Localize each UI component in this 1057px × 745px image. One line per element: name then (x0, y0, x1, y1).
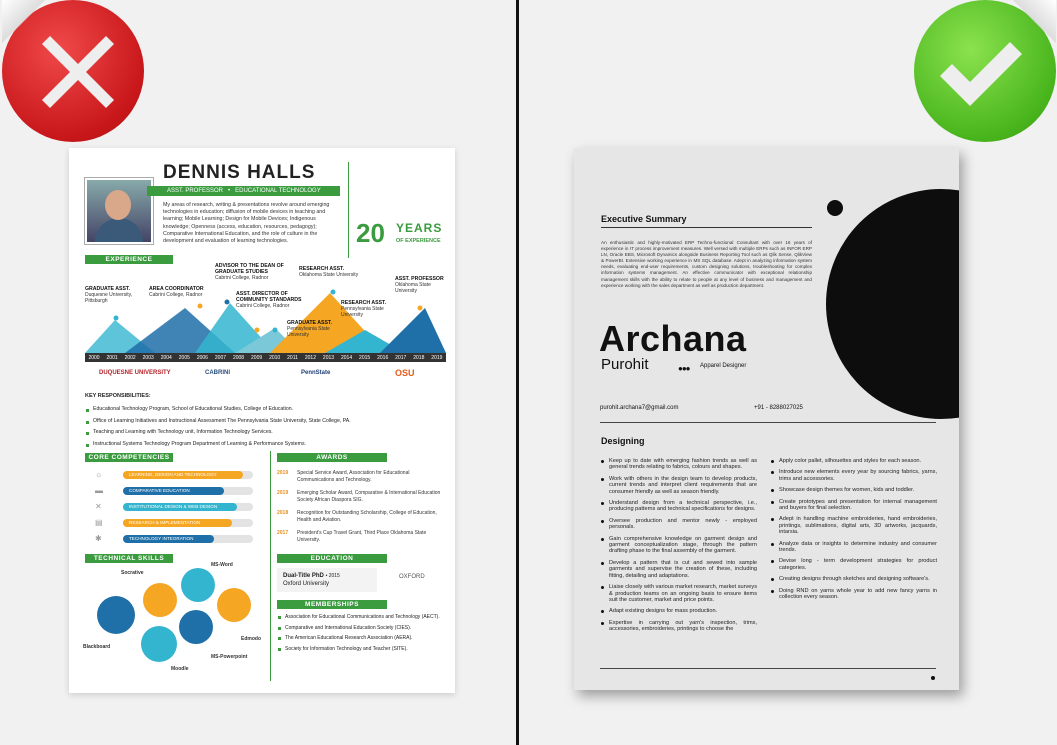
last-name: Purohit (601, 356, 649, 373)
experience-item: ASST. DIRECTOR OF COMMUNITY STANDARDS Cabrini College, Radnor (236, 291, 302, 309)
oxford-logo: OXFORD (399, 574, 425, 580)
experience-item: ADVISOR TO THE DEAN OF GRADUATE STUDIES Cabrini College, Radnor (215, 263, 284, 281)
list-item: Creating designs through sketches and designing software's. (771, 576, 937, 582)
list-item: Adept in handling machine embroideries, hand embroideries, printings, sublimations, digital arts, 3D artworks, jacquards, intarsia. (771, 516, 937, 535)
job-title: Apparel Designer (700, 363, 747, 369)
check-mark-icon (936, 40, 1026, 110)
research-icon: ▤ (95, 518, 103, 527)
experience-header: EXPERIENCE (85, 255, 173, 264)
list-item: Office of Learning Initiatives and Instructional Assessment The Pennsylvania State University, State College, PA. (85, 416, 435, 428)
decorative-dot (827, 200, 843, 216)
list-item: Devise long - term development strategies for product categories. (771, 558, 937, 571)
competency-bar: RESEARCH & IMPLEMENTATION (123, 519, 232, 527)
competency-bar: LEARNING, DESIGN AND TECHNOLOGY (123, 471, 243, 479)
skill-label: MS-Powerpoint (211, 654, 248, 660)
footer-divider (600, 668, 936, 669)
role-right: EDUCATIONAL TECHNOLOGY (235, 188, 321, 194)
bio-text: My areas of research, writing & presentations revolve around emerging technologies in education; diffusion of mobile devices in teaching and learning; Mobile Learning; Design for Mobile Devices; Indigenous knowledge; Openness (access, education, resources, pedagogy); Comparative International Education, and the role of culture in the development and evaluation of learning technologies. (163, 202, 330, 245)
education-header: EDUCATION (277, 554, 387, 563)
award-item: 2017 President's Cup Travel Grant, Third Place Oklahoma State University. (277, 530, 427, 543)
profile-photo (85, 178, 153, 244)
duquesne-logo: DUQUESNE UNIVERSITY (99, 370, 171, 376)
email: purohit.archana7@gmail.com (600, 405, 679, 411)
blackboard-icon (97, 596, 135, 634)
award-item: 2018 Recognition for Outstanding Scholarship, College of Education, Health and Aviation. (277, 510, 437, 523)
skill-label: Blackboard (83, 644, 111, 650)
experience-item: ASST. PROFESSOR Oklahoma State University (395, 276, 444, 294)
exec-summary-title: Executive Summary (601, 214, 687, 224)
list-item: Introduce new elements every year by sourcing fabrics, yarns, trims and accessories. (771, 469, 937, 482)
list-item: Educational Technology Program, School of Educational Studies, College of Education. (85, 404, 435, 416)
edmodo-icon (217, 588, 251, 622)
years-number: 20 (356, 218, 385, 248)
center-divider (516, 0, 519, 745)
list-item: Develop a pattern that is cut and sewed into sample garments and supervise the creation of these, including fitting, detailing and adaptations. (601, 560, 757, 579)
years-subtitle: OF EXPERIENCE (396, 238, 441, 244)
page-curl-icon (2, 0, 46, 44)
list-item: Instructional Systems Technology Program Department of Learning & Performance Systems. (85, 439, 435, 451)
exec-divider (601, 227, 812, 228)
list-item: Doing RND on yarns whole year to add new fancy yarns in collection every season. (771, 588, 937, 601)
column-divider (270, 451, 271, 681)
list-item: Comparative and International Education Society (CIES). (277, 625, 447, 632)
role-left: ASST. PROFESSOR (167, 188, 224, 194)
moodle-icon (141, 626, 177, 662)
osu-logo: OSU (395, 368, 415, 378)
resume-archana-purohit (574, 148, 959, 690)
role-bar: ASST. PROFESSOR • EDUCATIONAL TECHNOLOGY (147, 186, 340, 196)
list-item: The American Educational Research Association (AERA). (277, 635, 447, 642)
briefcase-icon: ▬ (95, 486, 103, 495)
competencies-header: CORE COMPETENCIES (85, 453, 173, 462)
skill-label: Edmodo (241, 636, 261, 642)
list-item: Apply color pallet, silhouettes and styles for each season. (771, 458, 937, 464)
competency-bar: TECHNOLOGY INTEGRATION (123, 535, 214, 543)
list-item: Keep up to date with emerging fashion trends as well as general trends relating to fabrics, colours and shapes. (601, 458, 757, 471)
experience-item: RESEARCH ASST. Pennsylvania State University (341, 300, 387, 318)
resume-dennis-halls (69, 148, 455, 693)
list-item: Showcase design themes for women, kids and toddler. (771, 487, 937, 493)
designing-title: Designing (601, 436, 645, 446)
competency-row (95, 484, 261, 498)
header-divider (348, 162, 349, 258)
award-item: 2019 Special Service Award, Association for Educational Communications and Technology. (277, 470, 410, 483)
gear-icon: ✱ (95, 534, 102, 543)
timeline-years: 2000 2001 2002 2003 2004 2005 2006 2007 2008 2009 2010 2011 2012 2013 2014 2015 2016 2017 2018 2019 (85, 353, 446, 362)
designing-list-left (601, 458, 757, 638)
cabrini-logo: CABRINI (205, 370, 230, 376)
experience-item: RESEARCH ASST. Oklahoma State University (299, 266, 359, 278)
list-item: Adapt existing designs for mass production. (601, 608, 757, 614)
list-item: Association for Educational Communications and Technology (AECT). (277, 614, 447, 621)
dots-icon: ●●● (678, 364, 690, 373)
ms-powerpoint-icon (179, 610, 213, 644)
designing-list-right (771, 458, 937, 606)
ms-word-icon (181, 568, 215, 602)
list-item: Oversee production and mentor newly - employed personals. (601, 518, 757, 531)
competency-row (95, 516, 261, 530)
list-item: Expertise in carrying out yarn's inspection, trims, accessories, embroideries, printings to choose the (601, 620, 757, 633)
phone: +91 - 8288027025 (754, 405, 803, 411)
x-mark-icon (38, 32, 118, 112)
list-item: Analyze data or insights to determine industry and consumer trends. (771, 541, 937, 554)
tools-icon: ✕ (95, 502, 102, 511)
education-entry: Dual-Title PhD • 2015 Oxford University (277, 568, 377, 592)
competency-row (95, 500, 261, 514)
contact-divider (600, 422, 936, 423)
responsibilities-title: KEY RESPONSIBILITIES: (85, 393, 151, 399)
experience-item: AREA COORDINATOR Cabrini College, Radnor (149, 286, 204, 298)
first-name: Archana (599, 318, 747, 359)
resume-name: DENNIS HALLS (163, 162, 316, 183)
lightbulb-icon: ☼ (95, 470, 103, 479)
pennstate-logo: PennState (301, 370, 331, 376)
responsibilities-list (85, 404, 435, 450)
skill-label: Socrative (121, 570, 144, 576)
skills-header: TECHNICAL SKILLS (85, 554, 173, 563)
list-item: Society for Information Technology and Teacher (SITE). (277, 646, 447, 653)
competency-row (95, 532, 261, 546)
page-curl-icon (1012, 0, 1056, 44)
years-word: YEARS (396, 221, 443, 235)
competency-bar: INSTITUTIONAL DESIGN & WEB DESIGN (123, 503, 237, 511)
memberships-header: MEMBERSHIPS (277, 600, 387, 609)
award-item: 2019 Emerging Scholar Award, Comparative & International Education Society African Diaspora SIG. (277, 490, 441, 503)
experience-item: GRADUATE ASST. Pennsylvania State University (287, 320, 332, 338)
memberships-list (277, 614, 447, 656)
list-item: Understand design from a technical perspective, i.e., producing patterns and technical specifications for designs. (601, 500, 757, 513)
skill-label: Moodle (171, 666, 189, 672)
competency-row (95, 468, 261, 482)
competency-bar: COMPARATIVE EDUCATION (123, 487, 224, 495)
list-item: Teaching and Learning with Technology unit, Information Technology Services. (85, 427, 435, 439)
decorative-circle (826, 189, 959, 419)
list-item: Gain comprehensive knowledge on garment design and garment conceptualization stage, through the pattern drafting phase to the final assembly of the garment. (601, 536, 757, 555)
skill-label: MS-Word (211, 562, 233, 568)
list-item: Liaise closely with various market research, market surveys & production teams on an ongoing basis to ensure items suit the customer, market and price points. (601, 584, 757, 603)
awards-header: AWARDS (277, 453, 387, 462)
footer-dot (931, 676, 935, 680)
list-item: Create prototypes and presentation for internal management and buyers for final selection. (771, 499, 937, 512)
exec-summary-text: An enthusiastic and highly-motivated ERP Techno-functional Consultant with over 16 years of experience in IT process improvement measures. Well versed with multiple ERPs such as INFOR ERP LN, Oracle EBS, Microsoft Dynamics alongside Business Reporting Tool such as Qlik Sense, QlikView & PowerBI. Extensive working experience in MS SQL database. Adept in analyzing information system needs, evaluating end-user requirements, custom designing solutions, troubleshooting for complex information systems management. An effective communicator with exceptional relationship management skills with the ability to relate to people at any level of business and management and experience working with the sales department as well as production department. (601, 240, 812, 288)
list-item: Work with others in the design team to develop products, current trends and interpret client requirements that are consumer friendly as well as season friendly. (601, 476, 757, 495)
university-logos (85, 366, 446, 384)
socrative-icon (143, 583, 177, 617)
experience-item: GRADUATE ASST. Duquesne University, Pittsburgh (85, 286, 133, 304)
